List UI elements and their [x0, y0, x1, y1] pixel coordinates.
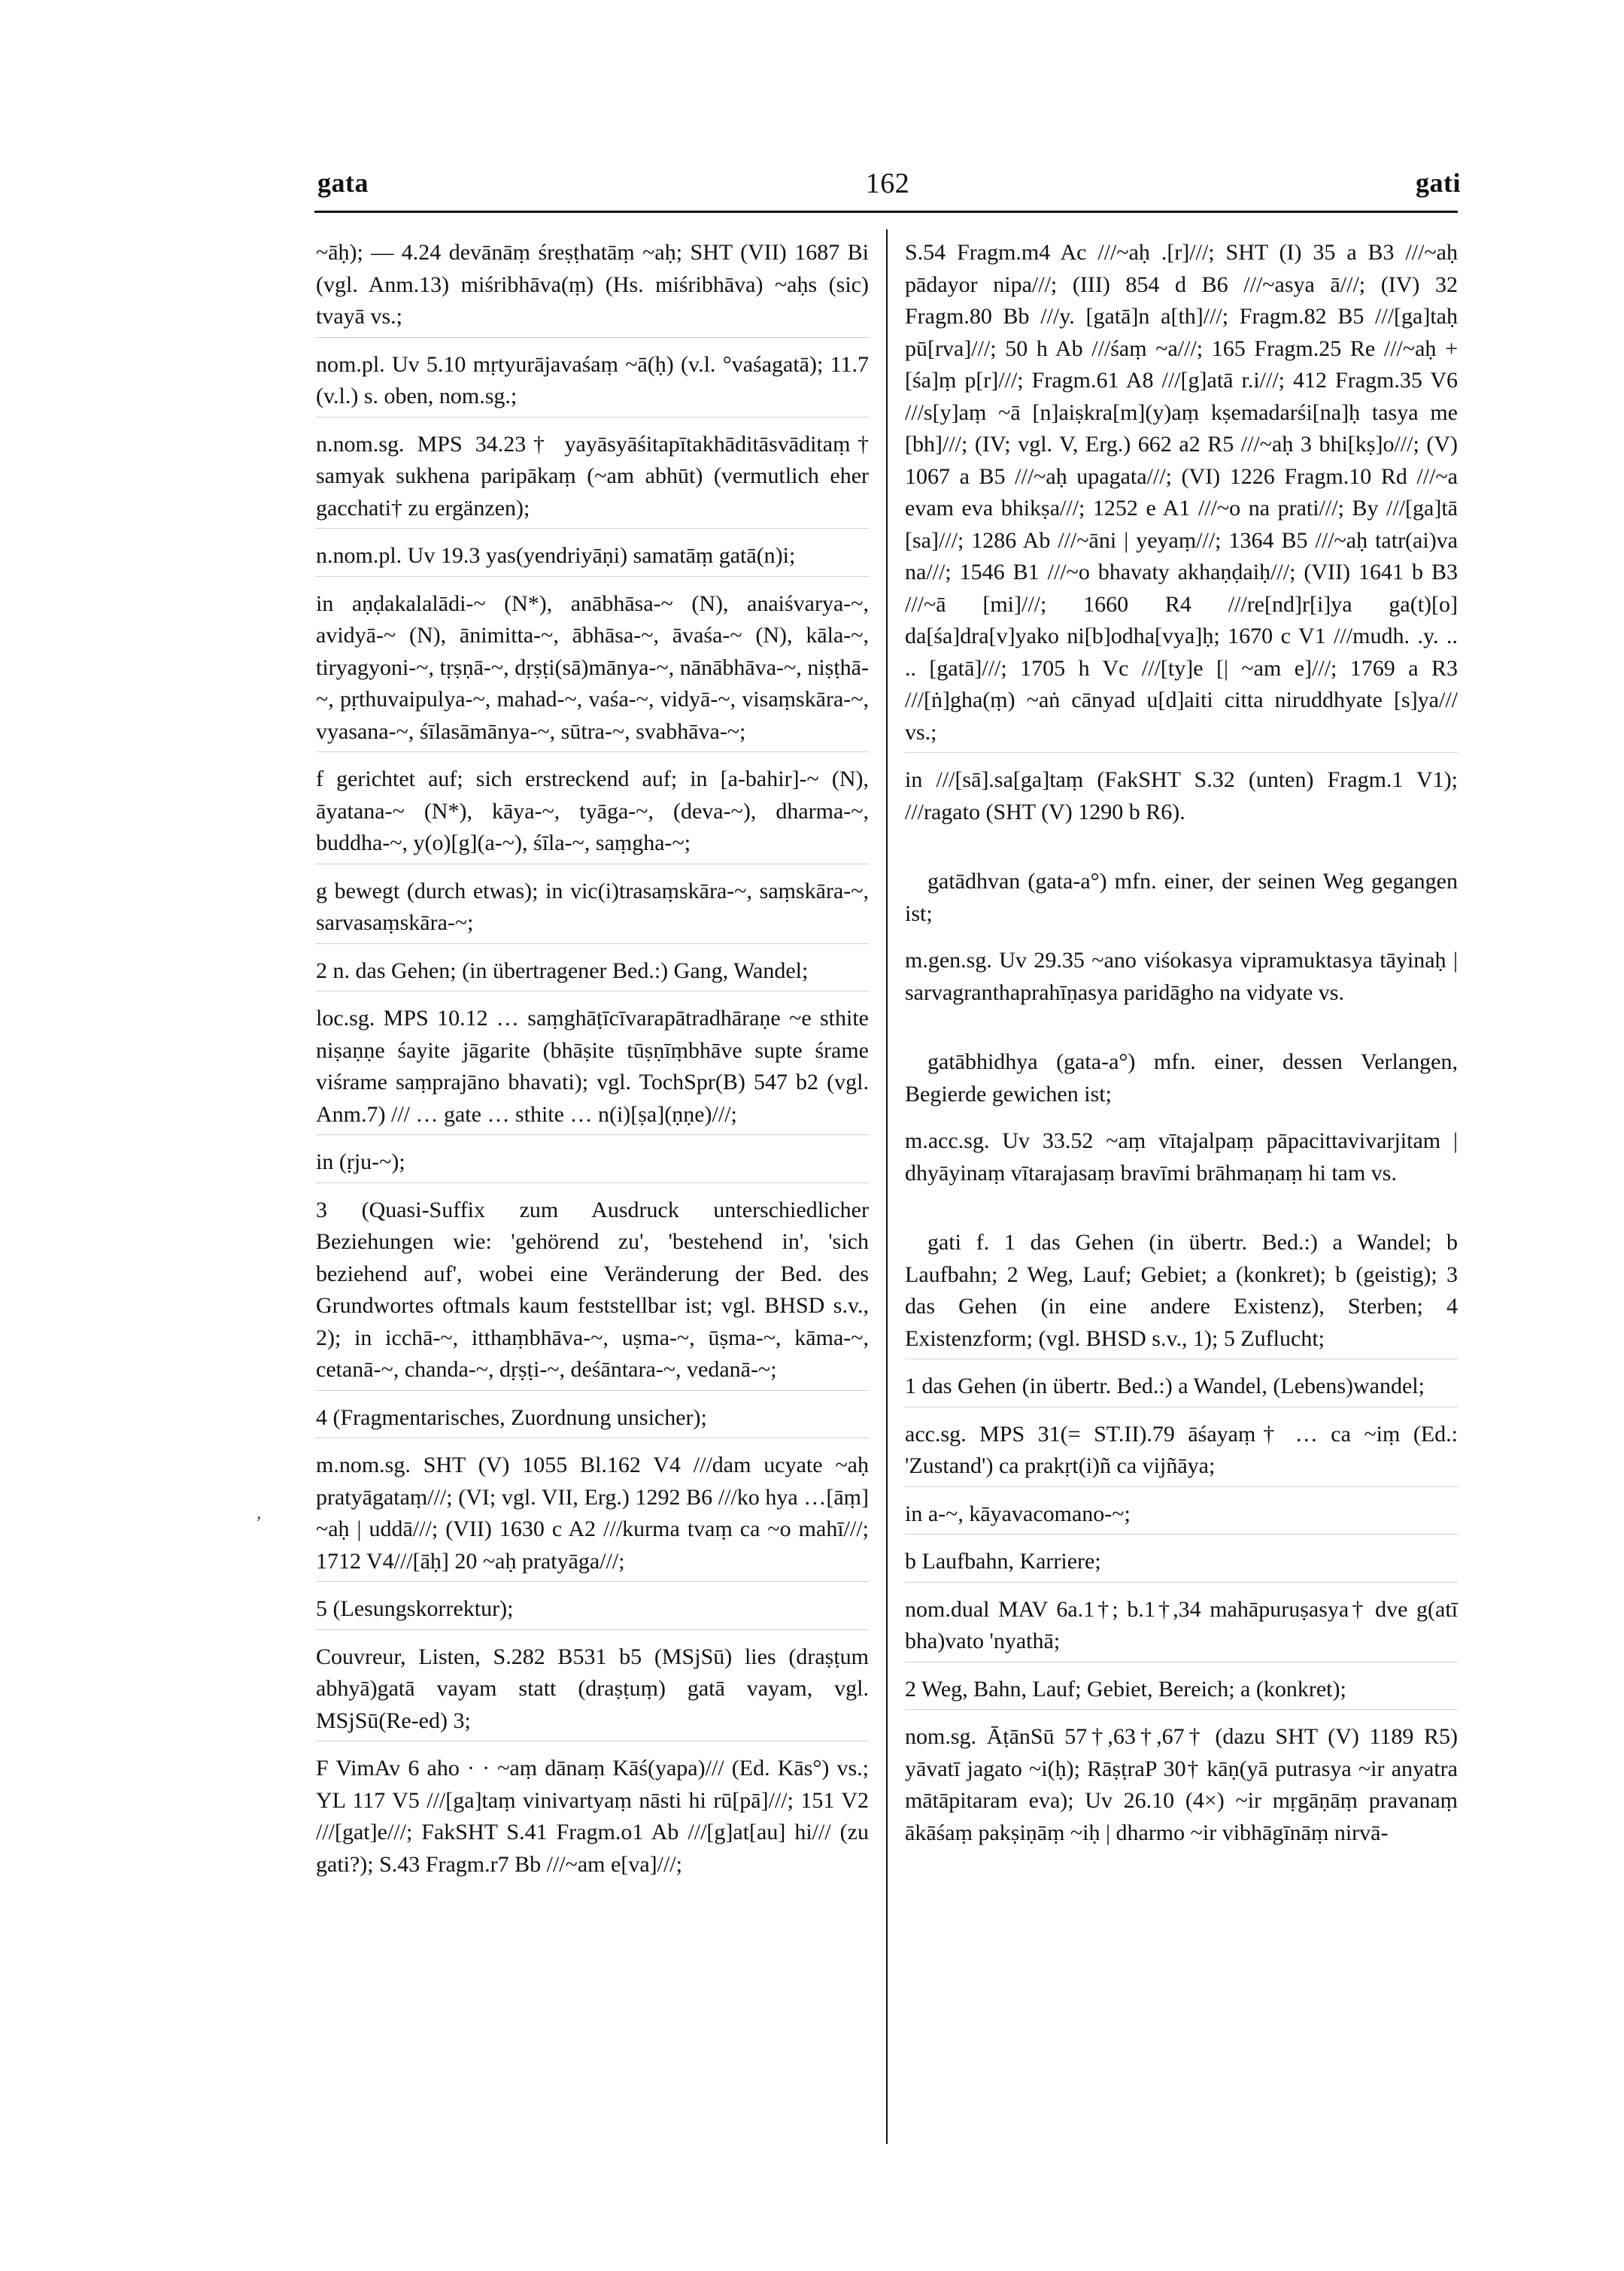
entry-paragraph: nom.sg. ĀṭānSū 57†,63†,67† (dazu SHT (V) 1189 R5) yāvatī jagato ~i(ḥ); RāṣṭraP 30† kāṇ(yā putrasya ~ir anyatra mātāpitaram eva); Uv 26.10 (4×) ~ir mṛgāṇāṃ pravanaṃ ākāśaṃ pakṣiṇāṃ ~iḥ | dharmo ~ir vibhāgīnāṃ nirvā- — [905, 1724, 1458, 1845]
entry-paragraph: nom.dual MAV 6a.1†; b.1†,34 mahāpuruṣasya† dve g(atī bha)vato 'nyathā; — [905, 1594, 1458, 1662]
page-number: 162 — [865, 168, 910, 199]
left-column — [316, 237, 869, 1896]
entry-paragraph: loc.sg. MPS 10.12 … saṃghāṭīcīvarapātradhāraṇe ~e sthite niṣaṇṇe śayite jāgarite (bhāṣite tūṣṇīṃbhāve supte śrame viśrame saṃprajāno bhavati); vgl. TochSpr(B) 547 b2 (vgl. Anm.7) /// … gate … sthite … n(i)[ṣa](ṇṇe)///; — [316, 1003, 869, 1135]
entry-paragraph: 3 (Quasi-Suffix zum Ausdruck unterschiedlicher Beziehungen wie: 'gehörend zu', 'bestehend in', 'sich beziehend auf', wobei eine Veränderung der Bed. des Grundwortes oftmals kaum feststellbar ist; vgl. BHSD s.v., 2); in icchā-~, itthaṃbhāva-~, uṣma-~, ūṣma-~, kāma-~, cetanā-~, chanda-~, dṛṣṭi-~, deśāntara-~, vedanā-~; — [316, 1195, 869, 1391]
entry-paragraph: m.nom.sg. SHT (V) 1055 Bl.162 V4 ///dam ucyate ~aḥ pratyāgataṃ///; (VI; vgl. VII, Erg.) 1292 B6 ///ko hya …[āṃ] ~aḥ | uddā///; (VII) 1630 c A2 ///kurma tvaṃ ca ~o mahī///; 1712 V4///[āḥ] 20 ~aḥ pratyāga///; — [316, 1450, 869, 1582]
entry-paragraph: 4 (Fragmentarisches, Zuordnung unsicher); — [316, 1402, 869, 1439]
headword-entry: gati f. 1 das Gehen (in übertr. Bed.:) a Wandel; b Laufbahn; 2 Weg, Lauf; Gebiet; a (konkret); b (geistig); 3 das Gehen (in eine andere Existenz), Sterben; 4 Existenzform; (vgl. BHSD s.v., 1); 5 Zuflucht; — [905, 1227, 1458, 1359]
column-divider — [886, 229, 888, 2144]
right-column — [905, 237, 1458, 1864]
entry-paragraph: in aṇḍakalalādi-~ (N*), anābhāsa-~ (N), anaiśvarya-~, avidyā-~ (N), ānimitta-~, ābhāsa-~, āvaśa-~ (N), kāla-~, tiryagyoni-~, tṛṣṇā-~, dṛṣṭi(sā)mānya-~, nānābhāva-~, niṣṭhā-~, pṛthuvaipulya-~, mahad-~, vaśa-~, vidyā-~, visaṃskāra-~, vyasana-~, śīlasāmānya-~, sūtra-~, svabhāva-~; — [316, 588, 869, 753]
entry-paragraph: g bewegt (durch etwas); in vic(i)trasaṃskāra-~, saṃskāra-~, sarvasaṃskāra-~; — [316, 876, 869, 944]
header-left-guideword: gata — [317, 168, 369, 198]
entry-paragraph: m.gen.sg. Uv 29.35 ~ano viśokasya vipramuktasya tāyinaḥ | sarvagranthaprahīṇasya paridāgho na vidyate vs. — [905, 948, 1458, 1005]
entry-paragraph: F VimAv 6 aho · · ~aṃ dānaṃ Kāś(yapa)/// (Ed. Kās°) vs.; YL 117 V5 ///[ga]taṃ vinivartyaṃ nāsti hi rū[pā]///; 151 V2 ///[gat]e///; FakSHT S.41 Fragm.o1 Ab ///[g]at[au] hi/// (zu gati?); S.43 Fragm.r7 Bb ///~am e[va]///; — [316, 1756, 869, 1877]
entry-paragraph: b Laufbahn, Karriere; — [905, 1546, 1458, 1583]
entry-paragraph: nom.pl. Uv 5.10 mṛtyurājavaśaṃ ~ā(ḥ) (v.l. °vaśagatā); 11.7 (v.l.) s. oben, nom.sg.; — [316, 349, 869, 417]
entry-paragraph: n.nom.pl. Uv 19.3 yas(yendriyāṇi) samatāṃ gatā(n)i; — [316, 540, 869, 577]
entry-paragraph: in ///[sā].sa[ga]taṃ (FakSHT S.32 (unten) Fragm.1 V1); ///ragato (SHT (V) 1290 b R6). — [905, 767, 1458, 824]
margin-mark: ʼ — [256, 1513, 262, 1533]
entry-paragraph: ~āḥ); — 4.24 devānāṃ śreṣṭhatāṃ ~aḥ; SHT (VII) 1687 Bi (vgl. Anm.13) miśribhāva(ṃ) (Hs. miśribhāva) ~aḥs (sic) tvayā vs.; — [316, 237, 869, 338]
entry-paragraph: 2 Weg, Bahn, Lauf; Gebiet, Bereich; a (konkret); — [905, 1674, 1458, 1711]
entry-paragraph: 5 (Lesungskorrektur); — [316, 1593, 869, 1630]
entry-paragraph: in (ṛju-~); — [316, 1146, 869, 1183]
header-rule — [314, 211, 1458, 213]
headword-entry: gatādhvan (gata-a°) mfn. einer, der seinen Weg gegangen ist; — [905, 869, 1458, 926]
header-right-guideword: gati — [1416, 168, 1461, 198]
entry-paragraph: Couvreur, Listen, S.282 B531 b5 (MSjSū) lies (draṣṭum abhyā)gatā vayam statt (draṣṭuṃ) gatā vayam, vgl. MSjSū(Re-ed) 3; — [316, 1641, 869, 1742]
entry-paragraph: 2 n. das Gehen; (in übertragener Bed.:) Gang, Wandel; — [316, 955, 869, 992]
entry-paragraph: 1 das Gehen (in übertr. Bed.:) a Wandel, (Lebens)wandel; — [905, 1371, 1458, 1407]
entry-paragraph: S.54 Fragm.m4 Ac ///~aḥ .[r]///; SHT (I) 35 a B3 ///~aḥ pādayor nipa///; (III) 854 d B6 ///~asya ā///; (IV) 32 Fragm.80 Bb ///y. [gatā]n a[th]///; Fragm.82 B5 ///[ga]taḥ pū[rva]///; 50 h Ab ///śaṃ ~a///; 165 Fragm.25 Re ///~aḥ + [śa]ṃ p[r]///; Fragm.61 A8 ///[g]atā r.i///; 412 Fragm.35 V6 ///s[y]aṃ ~ā [n]aiṣkra[m](y)aṃ kṣemadarśi[na]ḥ tasya me [bh]///; (IV; vgl. V, Erg.) 662 a2 R5 ///~aḥ 3 bhi[kṣ]o///; (V) 1067 a B5 ///~aḥ upagata///; (VI) 1226 Fragm.10 Rd ///~a evam eva bhikṣa///; 1252 e A1 ///~o na prati///; By ///[ga]tā [sa]///; 1286 Ab ///~āni | yeyaṃ///; 1364 B5 ///~aḥ tatr(ai)va na///; 1546 B1 ///~o bhavaty akhaṇḍaiḥ///; (VII) 1641 b B3 ///~ā [mi]///; 1660 R4 ///re[nd]r[i]ya ga(t)[o] da[śa]dra[v]yako ni[b]odha[vya]ḥ; 1670 c V1 ///mudh. .y. .. .. [gatā]///; 1705 h Vc ///[ty]e [| ~am e]///; 1769 a R3 ///[ṅ]gha(ṃ) ~aṅ cānyad u[d]aiti citta niruddhyate [s]ya/// vs.; — [905, 237, 1458, 753]
headword-entry: gatābhidhya (gata-a°) mfn. einer, dessen Verlangen, Begierde gewichen ist; — [905, 1049, 1458, 1107]
entry-paragraph: in a-~, kāyavacomano-~; — [905, 1498, 1458, 1535]
entry-paragraph: m.acc.sg. Uv 33.52 ~aṃ vītajalpaṃ pāpacittavivarjitam | dhyāyinaṃ vītarajasaṃ bravīmi brāhmaṇaṃ hi tam vs. — [905, 1128, 1458, 1186]
entry-paragraph: f gerichtet auf; sich erstreckend auf; in [a-bahir]-~ (N), āyatana-~ (N*), kāya-~, tyāga-~, (deva-~), dharma-~, buddha-~, y(o)[g](a-~), śīla-~, saṃgha-~; — [316, 764, 869, 864]
entry-paragraph: n.nom.sg. MPS 34.23† yayāsyāśitapītakhāditāsvāditaṃ† samyak sukhena paripākaṃ (~am abhūt) (vermutlich eher gacchati† zu ergänzen); — [316, 429, 869, 530]
entry-paragraph: acc.sg. MPS 31(= ST.II).79 āśayaṃ† … ca ~iṃ (Ed.: 'Zustand') ca prakṛt(i)ñ ca vijñāya; — [905, 1419, 1458, 1487]
